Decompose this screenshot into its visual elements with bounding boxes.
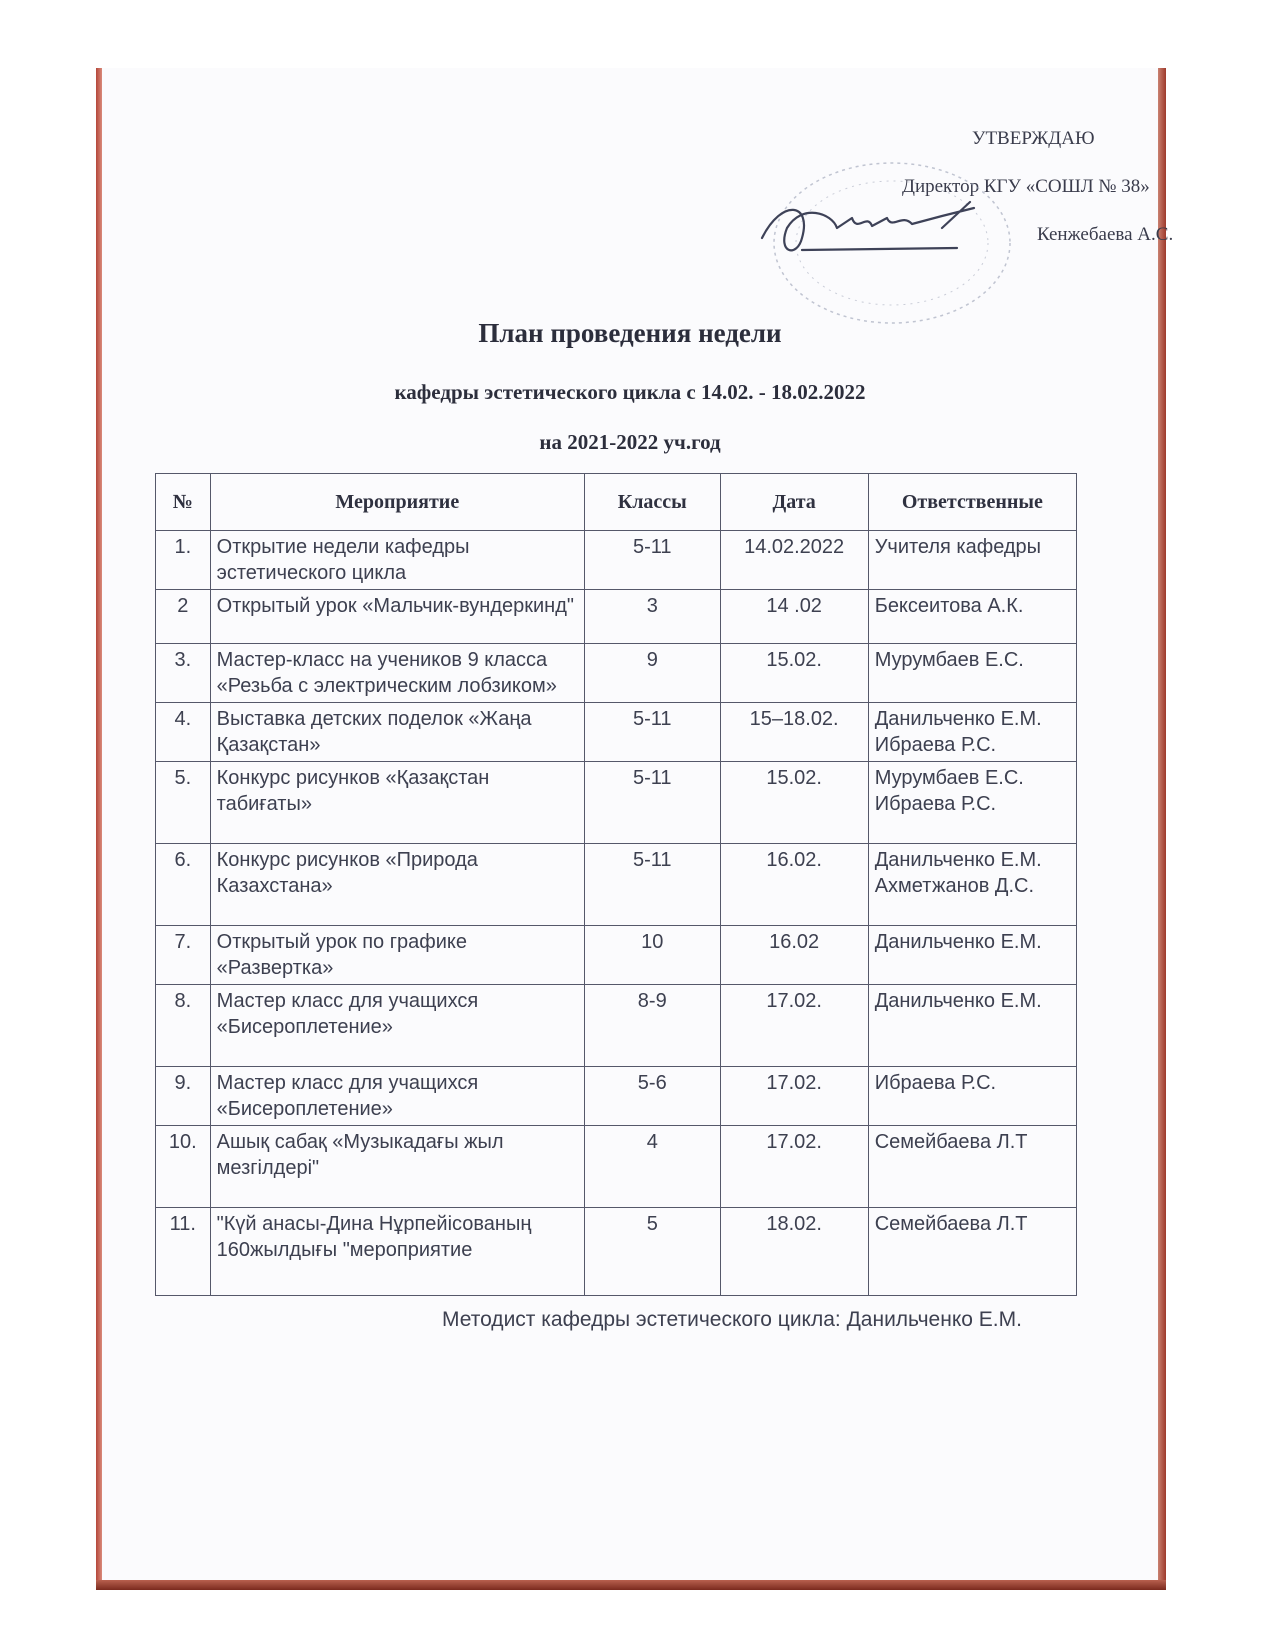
cell-event: Мастер класс для учащихся «Бисероплетение» bbox=[210, 1067, 584, 1126]
document-subtitle: кафедры эстетического цикла с 14.02. - 18.02.2022 bbox=[394, 380, 866, 404]
cell-event: Выставка детских поделок «Жаңа Қазақстан» bbox=[210, 703, 584, 762]
cell-classes: 4 bbox=[584, 1126, 720, 1208]
cell-responsible bbox=[868, 926, 1076, 985]
scan-edge-right bbox=[1158, 68, 1166, 1588]
cell-responsible bbox=[868, 644, 1076, 703]
cell-responsible bbox=[868, 703, 1076, 762]
table-row bbox=[156, 844, 1077, 926]
methodist-signature-line: Методист кафедры эстетического цикла: Данильченко Е.М. bbox=[442, 1308, 1022, 1331]
scan-edge-bottom bbox=[96, 1580, 1166, 1590]
responsible-name: Ибраева Р.С. bbox=[874, 734, 997, 756]
events-table bbox=[155, 473, 1077, 1296]
responsible-name: Мурумбаев Е.С. bbox=[874, 649, 1024, 671]
table-row bbox=[156, 985, 1077, 1067]
cell-responsible bbox=[868, 985, 1076, 1067]
table-row bbox=[156, 644, 1077, 703]
document-sheet bbox=[102, 68, 1174, 1580]
cell-date: 15.02. bbox=[720, 644, 868, 703]
cell-event: Открытие недели кафедры эстетического цикла bbox=[210, 531, 584, 590]
header-event: Мероприятие bbox=[210, 474, 584, 531]
responsible-name: Учителя кафедры bbox=[874, 536, 1042, 558]
table-row bbox=[156, 531, 1077, 590]
responsible-name: Данильченко Е.М. bbox=[874, 931, 1042, 953]
cell-number: 10. bbox=[156, 1126, 211, 1208]
cell-number: 8. bbox=[156, 985, 211, 1067]
cell-number: 11. bbox=[156, 1208, 211, 1296]
cell-date: 16.02. bbox=[720, 844, 868, 926]
cell-classes: 5-11 bbox=[584, 531, 720, 590]
table-row bbox=[156, 762, 1077, 844]
cell-event: Мастер-класс на учеников 9 класса «Резьба с электрическим лобзиком» bbox=[210, 644, 584, 703]
cell-classes: 5-6 bbox=[584, 1067, 720, 1126]
cell-event: Конкурс рисунков «Қазақстан табиғаты» bbox=[210, 762, 584, 844]
table-header-row bbox=[156, 474, 1077, 531]
cell-classes: 5-11 bbox=[584, 762, 720, 844]
document-title: План проведения недели bbox=[478, 318, 782, 348]
responsible-name: Семейбаева Л.Т bbox=[874, 1131, 1028, 1153]
header-number: № bbox=[156, 474, 211, 531]
header-classes: Классы bbox=[584, 474, 720, 531]
responsible-name: Бексеитова А.К. bbox=[874, 595, 1024, 617]
approval-name: Кенжебаева А.С. bbox=[1037, 224, 1174, 245]
cell-classes: 5-11 bbox=[584, 844, 720, 926]
cell-responsible bbox=[868, 1126, 1076, 1208]
table-row bbox=[156, 1126, 1077, 1208]
cell-date: 14.02.2022 bbox=[720, 531, 868, 590]
cell-responsible bbox=[868, 844, 1076, 926]
cell-date: 17.02. bbox=[720, 1126, 868, 1208]
responsible-name: Мурумбаев Е.С. bbox=[874, 767, 1024, 789]
cell-number: 3. bbox=[156, 644, 211, 703]
cell-number: 5. bbox=[156, 762, 211, 844]
responsible-name: Ибраева Р.С. bbox=[874, 1072, 997, 1094]
cell-date: 14 .02 bbox=[720, 590, 868, 644]
responsible-name: Ибраева Р.С. bbox=[874, 793, 997, 815]
cell-number: 9. bbox=[156, 1067, 211, 1126]
cell-classes: 9 bbox=[584, 644, 720, 703]
cell-classes: 3 bbox=[584, 590, 720, 644]
table-row bbox=[156, 926, 1077, 985]
cell-date: 15.02. bbox=[720, 762, 868, 844]
cell-responsible bbox=[868, 762, 1076, 844]
cell-number: 4. bbox=[156, 703, 211, 762]
responsible-name: Данильченко Е.М. bbox=[874, 990, 1042, 1012]
header-date: Дата bbox=[720, 474, 868, 531]
cell-date: 17.02. bbox=[720, 1067, 868, 1126]
cell-date: 15–18.02. bbox=[720, 703, 868, 762]
cell-number: 6. bbox=[156, 844, 211, 926]
cell-number: 7. bbox=[156, 926, 211, 985]
approval-heading: УТВЕРЖДАЮ bbox=[972, 128, 1095, 149]
cell-number: 2 bbox=[156, 590, 211, 644]
responsible-name: Семейбаева Л.Т bbox=[874, 1213, 1028, 1235]
table-row bbox=[156, 703, 1077, 762]
cell-classes: 8-9 bbox=[584, 985, 720, 1067]
cell-classes: 10 bbox=[584, 926, 720, 985]
header-responsible: Ответственные bbox=[868, 474, 1076, 531]
cell-event: "Күй анасы-Дина Нұрпейісованың 160жылдығы "мероприятие bbox=[210, 1208, 584, 1296]
responsible-name: Ахметжанов Д.С. bbox=[874, 875, 1035, 897]
cell-responsible bbox=[868, 590, 1076, 644]
stamp-and-signature-icon bbox=[742, 158, 1042, 338]
cell-responsible bbox=[868, 531, 1076, 590]
approval-position: Директор КГУ «СОШЛ № 38» bbox=[902, 176, 1150, 197]
cell-event: Открытый урок «Мальчик-вундеркинд" bbox=[210, 590, 584, 644]
cell-event: Мастер класс для учащихся «Бисероплетение» bbox=[210, 985, 584, 1067]
cell-responsible bbox=[868, 1208, 1076, 1296]
responsible-name: Данильченко Е.М. bbox=[874, 849, 1042, 871]
responsible-name: Данильченко Е.М. bbox=[874, 708, 1042, 730]
cell-number: 1. bbox=[156, 531, 211, 590]
cell-event: Конкурс рисунков «Природа Казахстана» bbox=[210, 844, 584, 926]
table-row bbox=[156, 590, 1077, 644]
cell-event: Ашық сабақ «Музыкадағы жыл мезгілдері" bbox=[210, 1126, 584, 1208]
cell-date: 18.02. bbox=[720, 1208, 868, 1296]
table-row bbox=[156, 1067, 1077, 1126]
cell-date: 17.02. bbox=[720, 985, 868, 1067]
cell-date: 16.02 bbox=[720, 926, 868, 985]
cell-responsible bbox=[868, 1067, 1076, 1126]
document-year: на 2021-2022 уч.год bbox=[539, 430, 721, 454]
cell-classes: 5-11 bbox=[584, 703, 720, 762]
cell-event: Открытый урок по графике «Развертка» bbox=[210, 926, 584, 985]
table-row bbox=[156, 1208, 1077, 1296]
cell-classes: 5 bbox=[584, 1208, 720, 1296]
